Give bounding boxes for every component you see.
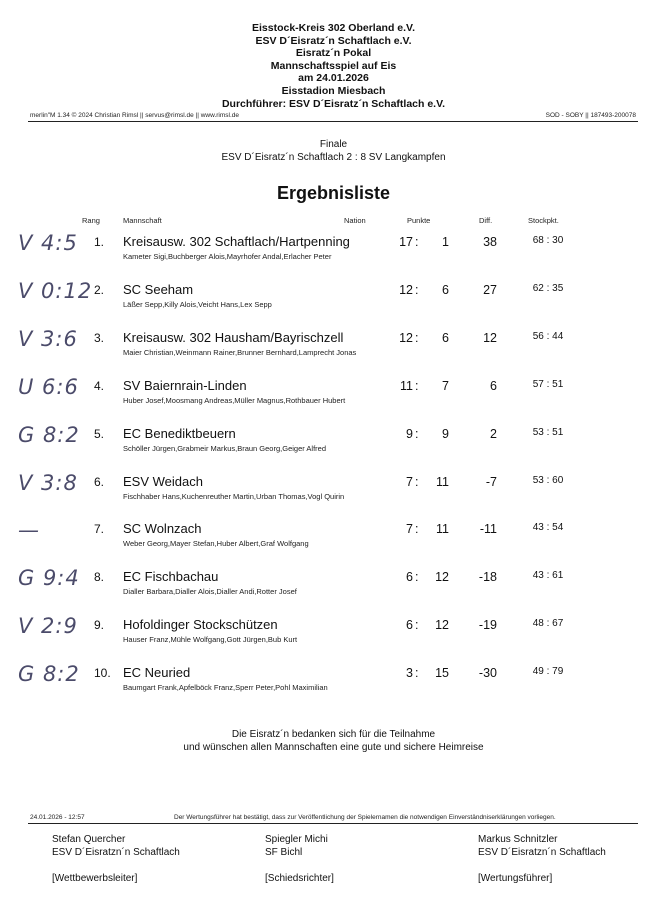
- difference-cell: 38: [483, 235, 497, 249]
- document-id: SOD - SOBY || 187493-200078: [545, 112, 636, 119]
- signature-block: [52, 833, 180, 885]
- team-players: Hauser Franz,Mühle Wolfgang,Gott Jürgen,Bub Kurt: [123, 635, 298, 645]
- stock-points-cell: 53 : 51: [532, 426, 564, 438]
- team-name: EC Fischbachau: [123, 569, 219, 585]
- thanks-line: und wünschen allen Mannschaften eine gute und sichere Heimreise: [183, 742, 484, 753]
- points-separator: :: [415, 426, 419, 441]
- points-plus: 6: [406, 570, 413, 585]
- table-row: [0, 374, 667, 425]
- header-line: Durchführer: ESV D´Eisratz´n Schaftlach e.V.: [221, 97, 446, 110]
- rank-cell: 10.: [94, 666, 111, 681]
- points-minus: 1: [442, 235, 449, 249]
- team-name: SC Wolnzach: [123, 521, 202, 537]
- signature-role: [Wettbewerbsleiter]: [52, 873, 138, 884]
- signature-role: [Wertungsführer]: [478, 873, 553, 884]
- header-line: Eisratz´n Pokal: [295, 47, 372, 60]
- handwritten-note: V 0:12: [18, 278, 93, 303]
- difference-cell: -30: [478, 666, 497, 681]
- difference-cell: 27: [483, 282, 497, 297]
- signature-block: [265, 833, 334, 885]
- difference-cell: -18: [478, 570, 497, 585]
- team-name: Kreisausw. 302 Schaftlach/Hartpenning: [123, 234, 350, 249]
- rank-cell: 2.: [94, 282, 105, 297]
- points-separator: :: [415, 570, 419, 585]
- final-score: ESV D´Eisratz´n Schaftlach 2 : 8 SV Langkampfen: [221, 152, 446, 163]
- stock-points-cell: 43 : 54: [532, 522, 564, 534]
- handwritten-note: V 2:9: [18, 614, 78, 639]
- points-minus: 12: [435, 618, 449, 633]
- points-plus: 7: [406, 522, 413, 537]
- points-plus: 17: [399, 235, 413, 249]
- handwritten-note: U 6:6: [18, 374, 79, 399]
- rank-cell: 9.: [94, 618, 105, 633]
- points-minus: 6: [442, 282, 449, 297]
- thanks-line: Die Eisratz´n bedanken sich für die Teilnahme: [231, 729, 436, 740]
- rank-cell: 1.: [94, 235, 105, 249]
- signature-club: SF Bichl: [265, 847, 303, 858]
- points-minus: 12: [435, 570, 449, 585]
- rank-cell: 4.: [94, 378, 105, 393]
- points-separator: :: [415, 474, 419, 489]
- handwritten-note: V 3:8: [18, 470, 78, 495]
- team-name: ESV Weidach: [123, 473, 203, 489]
- header-line: ESV D´Eisratz´n Schaftlach e.V.: [255, 34, 412, 47]
- header-line: Mannschaftsspiel auf Eis: [270, 59, 397, 72]
- points-separator: :: [415, 618, 419, 633]
- rank-cell: 7.: [94, 522, 105, 537]
- team-players: Huber Josef,Moosmang Andreas,Müller Magnus,Rothbauer Hubert: [123, 395, 346, 405]
- points-separator: :: [415, 330, 419, 345]
- team-name: EC Benediktbeuern: [123, 425, 236, 441]
- team-players: Läßer Sepp,Killy Alois,Veicht Hans,Lex Sepp: [123, 299, 272, 309]
- team-name: Hofoldinger Stockschützen: [123, 617, 278, 633]
- points-plus: 9: [406, 426, 413, 441]
- column-header-nation: Nation: [344, 216, 366, 225]
- team-players: Maier Christian,Weinmann Rainer,Brunner Bernhard,Lamprecht Jonas: [123, 347, 357, 357]
- points-minus: 11: [436, 522, 449, 537]
- difference-cell: 6: [490, 378, 497, 393]
- stock-points-cell: 68 : 30: [532, 235, 564, 246]
- document-header: [0, 22, 667, 110]
- difference-cell: -11: [479, 522, 497, 537]
- stock-points-cell: 49 : 79: [532, 666, 564, 678]
- stock-points-cell: 62 : 35: [532, 282, 564, 294]
- points-minus: 11: [436, 474, 449, 489]
- team-name: SV Baiernrain-Linden: [123, 377, 247, 393]
- points-separator: :: [415, 522, 419, 537]
- column-header-points: Punkte: [407, 216, 431, 225]
- difference-cell: -19: [478, 618, 497, 633]
- handwritten-note: G 9:4: [18, 566, 80, 591]
- consent-notice: Der Wertungsführer hat bestätigt, dass zur Veröffentlichung der Spielernamen die notwendigen Einverständniserklärungen vorliegen.: [174, 814, 556, 821]
- stock-points-cell: 43 : 61: [532, 570, 564, 582]
- thank-you-note: [0, 728, 667, 754]
- signature-block: [478, 833, 606, 885]
- header-line: am 24.01.2026: [298, 72, 369, 85]
- team-name: SC Seeham: [123, 281, 194, 297]
- points-separator: :: [415, 666, 419, 681]
- team-name: EC Neuried: [123, 665, 191, 681]
- table-row: [0, 520, 667, 568]
- points-minus: 15: [435, 666, 449, 681]
- handwritten-note: —: [18, 518, 40, 543]
- rank-cell: 8.: [94, 570, 105, 585]
- table-row: [0, 664, 667, 712]
- table-row: [0, 233, 667, 281]
- handwritten-note: V 4:5: [18, 231, 78, 255]
- difference-cell: 12: [483, 330, 497, 345]
- rank-cell: 3.: [94, 330, 105, 345]
- points-plus: 3: [406, 666, 413, 681]
- stock-points-cell: 53 : 60: [532, 474, 564, 486]
- team-players: Schöller Jürgen,Grabmeir Markus,Braun Georg,Geiger Alfred: [123, 443, 327, 453]
- final-result: [0, 138, 667, 164]
- final-label: Finale: [319, 139, 348, 150]
- stock-points-cell: 56 : 44: [532, 330, 564, 342]
- column-header-diff: Diff.: [479, 216, 493, 225]
- team-players: Weber Georg,Mayer Stefan,Huber Albert,Graf Wolfgang: [123, 539, 309, 549]
- points-plus: 6: [406, 618, 413, 633]
- points-minus: 7: [442, 378, 449, 393]
- points-separator: :: [415, 235, 419, 249]
- header-line: Eisstock-Kreis 302 Oberland e.V.: [251, 22, 416, 34]
- table-row: [0, 470, 667, 521]
- table-row: [0, 568, 667, 616]
- team-players: Kameter Sigi,Buchberger Alois,Mayrhofer Andal,Erlacher Peter: [123, 252, 332, 261]
- header-line: Eisstadion Miesbach: [281, 84, 386, 97]
- handwritten-note: G 8:2: [18, 422, 80, 447]
- table-row: [0, 326, 667, 377]
- footer-divider: [28, 823, 638, 824]
- points-plus: 11: [400, 378, 413, 393]
- difference-cell: 2: [490, 426, 497, 441]
- software-credit: merlin"M 1.34 © 2024 Christian Rimsl || servus@rimsl.de || www.rimsl.de: [30, 112, 239, 119]
- header-divider: [28, 121, 638, 122]
- page-title: Ergebnisliste: [276, 183, 391, 203]
- points-minus: 6: [442, 330, 449, 345]
- team-players: Fischhaber Hans,Kuchenreuther Martin,Urban Thomas,Vogl Quirin: [123, 491, 345, 501]
- table-row: [0, 278, 667, 329]
- signature-club: ESV D´Eisratzn´n Schaftlach: [52, 847, 180, 858]
- table-row: [0, 422, 667, 473]
- column-header-rank: Rang: [82, 216, 100, 225]
- signature-name: Stefan Quercher: [52, 834, 126, 845]
- team-players: Baumgart Frank,Apfelböck Franz,Sperr Peter,Pohl Maximilian: [123, 683, 328, 693]
- difference-cell: -7: [485, 474, 497, 489]
- column-header-team: Mannschaft: [123, 216, 162, 225]
- handwritten-note: G 8:2: [18, 662, 80, 687]
- stock-points-cell: 48 : 67: [532, 618, 564, 630]
- team-players: Dialler Barbara,Dialler Alois,Dialler Andi,Rotter Josef: [123, 587, 297, 597]
- stock-points-cell: 57 : 51: [532, 378, 564, 390]
- points-plus: 12: [399, 330, 413, 345]
- team-name: Kreisausw. 302 Hausham/Bayrischzell: [123, 329, 344, 345]
- points-plus: 12: [399, 282, 413, 297]
- points-plus: 7: [406, 474, 413, 489]
- rank-cell: 6.: [94, 474, 105, 489]
- print-timestamp: 24.01.2026 - 12:57: [30, 814, 85, 821]
- signature-role: [Schiedsrichter]: [265, 873, 334, 884]
- points-separator: :: [415, 378, 419, 393]
- column-header-stock: Stockpkt.: [528, 216, 559, 225]
- signature-club: ESV D´Eisratzn´n Schaftlach: [478, 847, 606, 858]
- signature-name: Spiegler Michi: [265, 834, 328, 845]
- signature-name: Markus Schnitzler: [478, 834, 558, 845]
- table-row: [0, 616, 667, 664]
- rank-cell: 5.: [94, 426, 105, 441]
- handwritten-note: V 3:6: [18, 326, 78, 351]
- points-separator: :: [415, 282, 419, 297]
- points-minus: 9: [442, 426, 449, 441]
